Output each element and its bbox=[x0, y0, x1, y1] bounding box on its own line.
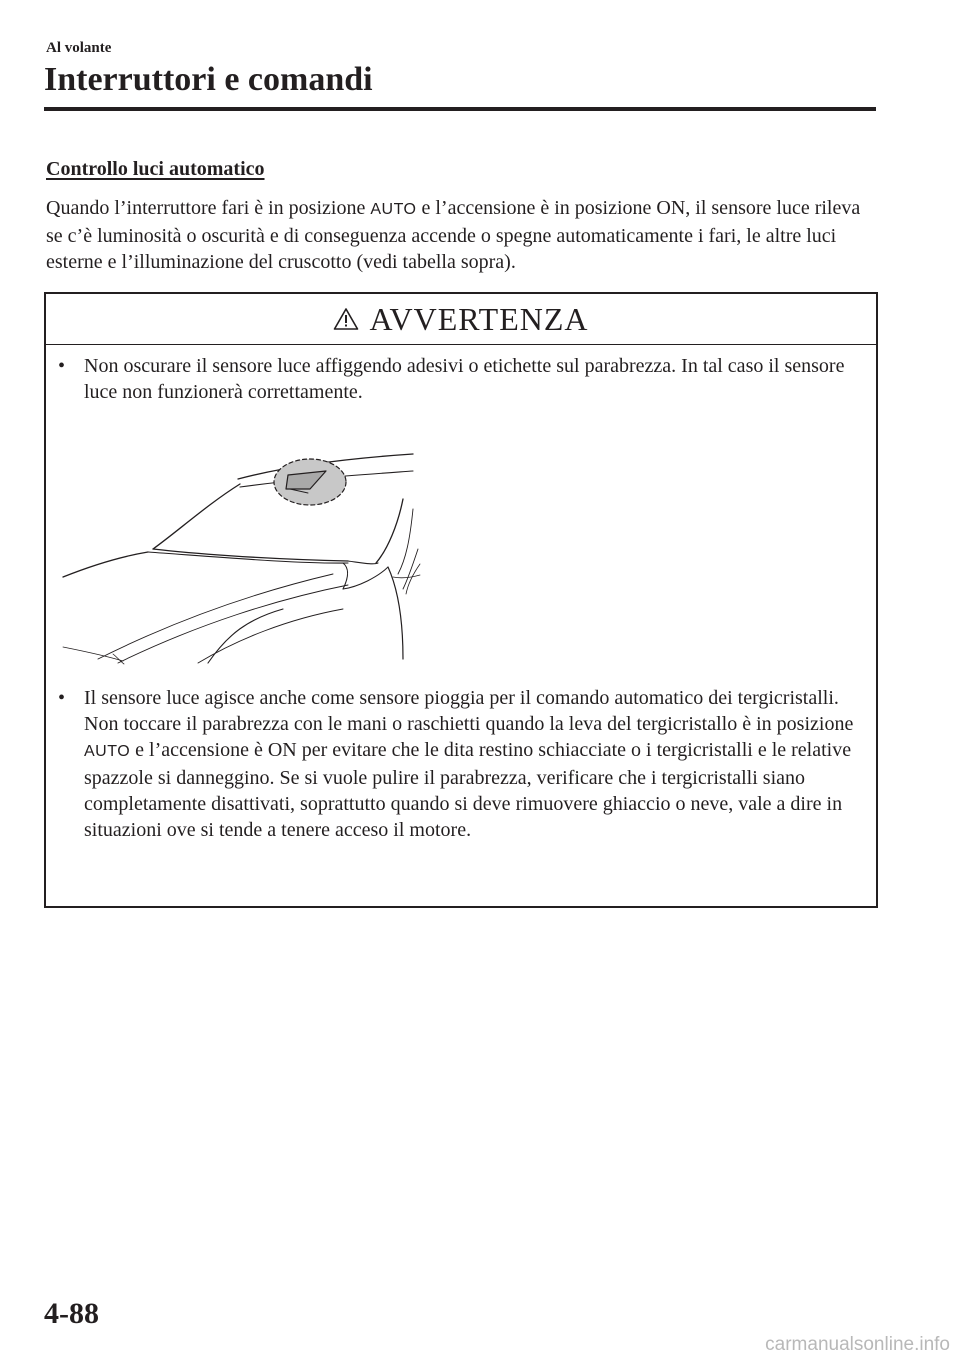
warning-bullet-2 bbox=[58, 685, 868, 843]
page-number: 4-88 bbox=[44, 1297, 99, 1330]
bullet-text: Non oscurare il sensore luce affiggendo adesivi o etichette sul parabrezza. In tal caso il sensore luce non funzionerà correttamente. bbox=[84, 355, 845, 403]
page-title: Interruttori e comandi bbox=[44, 61, 373, 98]
bullet-text-end: e l’accensione è ON per evitare che le dita restino schiacciate o i tergicristalli e le relative spazzole si danneggino. Se si vuole pulire il parabrezza, verificare che i tergicristalli siano completamente disattivati, soprattutto quando si deve rimuovere ghiaccio o neve, vale a dire in situazioni ove si tende a tenere acceso il motore. bbox=[84, 739, 852, 841]
warning-box bbox=[44, 292, 878, 908]
intro-paragraph bbox=[46, 195, 876, 275]
watermark: carmanualsonline.info bbox=[765, 1334, 950, 1355]
warning-title: AVVERTENZA bbox=[369, 301, 589, 337]
warning-header bbox=[46, 294, 876, 344]
section-label: Al volante bbox=[46, 40, 112, 56]
bullet-text bbox=[84, 685, 868, 843]
windshield-sensor-illustration bbox=[58, 449, 458, 679]
title-divider bbox=[44, 107, 876, 111]
subheading: Controllo luci automatico bbox=[46, 158, 265, 180]
warning-divider bbox=[46, 344, 876, 345]
intro-text-start: Quando l’interruttore fari è in posizione bbox=[46, 197, 366, 219]
bullet-text-start: Il sensore luce agisce anche come sensore pioggia per il comando automatico dei tergicristalli. Non toccare il parabrezza con le mani o raschietti quando la leva del tergicristallo è in posizione bbox=[84, 687, 854, 735]
warning-bullet-1 bbox=[58, 353, 868, 405]
auto-position-label: AUTO bbox=[84, 743, 131, 760]
warning-triangle-icon bbox=[333, 307, 359, 331]
intro-text-end: e l’accensione è in posizione ON, il sensore luce rileva se c’è luminosità o oscurità e di conseguenza accende o spegne automaticamente i fari, le altre luci esterne e l’illuminazione del cruscotto (vedi tabella sopra). bbox=[46, 197, 861, 273]
bullet-dot: • bbox=[58, 687, 66, 709]
bullet-dot: • bbox=[58, 355, 66, 377]
auto-position-label: AUTO bbox=[370, 201, 417, 218]
